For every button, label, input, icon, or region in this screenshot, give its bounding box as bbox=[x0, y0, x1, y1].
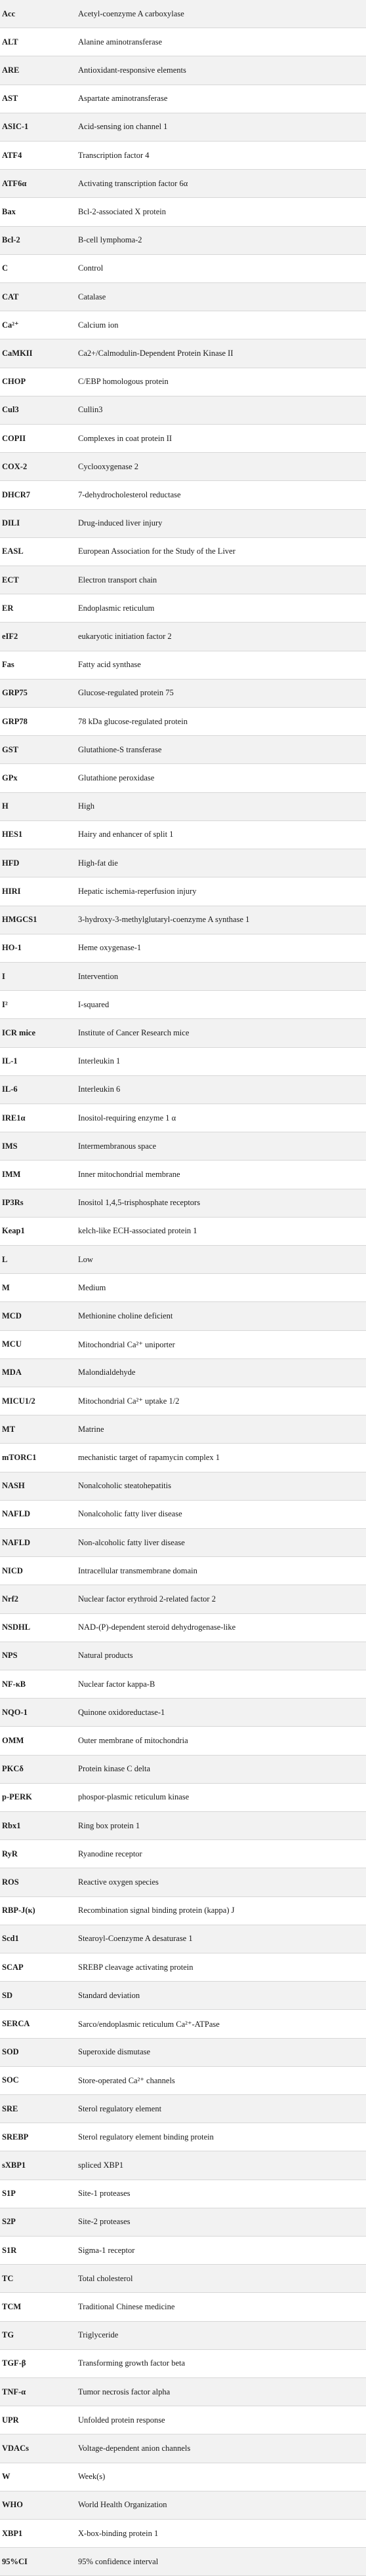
table-row bbox=[0, 28, 366, 56]
abbreviation-definition: Superoxide dismutase bbox=[78, 2047, 151, 2057]
abbreviation-term: HMGCS1 bbox=[2, 915, 37, 925]
table-row bbox=[0, 1982, 366, 2010]
abbreviation-term: ARE bbox=[2, 66, 20, 75]
abbreviation-term: MICU1/2 bbox=[2, 1396, 35, 1406]
abbreviation-term: NQO-1 bbox=[2, 1707, 28, 1717]
abbreviation-term: VDACs bbox=[2, 2444, 29, 2453]
abbreviation-term: RBP-J(κ) bbox=[2, 1906, 35, 1915]
abbreviation-definition: Glucose-regulated protein 75 bbox=[78, 688, 174, 698]
table-row bbox=[0, 1387, 366, 1415]
abbreviation-term: Nrf2 bbox=[2, 1594, 18, 1604]
abbreviation-term: GRP75 bbox=[2, 688, 28, 698]
abbreviation-term: ECT bbox=[2, 575, 19, 585]
abbreviation-term: CaMKII bbox=[2, 349, 33, 358]
abbreviation-term: NAFLD bbox=[2, 1509, 31, 1519]
abbreviation-term: p-PERK bbox=[2, 1792, 32, 1802]
table-row bbox=[0, 1076, 366, 1104]
table-row bbox=[0, 1756, 366, 1784]
table-row bbox=[0, 142, 366, 170]
table-row bbox=[0, 2293, 366, 2321]
abbreviation-term: W bbox=[2, 2472, 10, 2482]
table-row bbox=[0, 934, 366, 963]
table-row bbox=[0, 1359, 366, 1387]
table-row bbox=[0, 170, 366, 198]
abbreviation-term: SCAP bbox=[2, 1962, 24, 1972]
abbreviation-definition: Interleukin 6 bbox=[78, 1085, 121, 1094]
abbreviation-term: sXBP1 bbox=[2, 2161, 26, 2170]
table-row bbox=[0, 1953, 366, 1982]
abbreviation-term: SERCA bbox=[2, 2019, 30, 2029]
abbreviation-definition: Tumor necrosis factor alpha bbox=[78, 2387, 171, 2396]
table-row bbox=[0, 680, 366, 708]
abbreviation-definition: Site-1 proteases bbox=[78, 2189, 131, 2199]
abbreviation-definition: Nuclear factor kappa-B bbox=[78, 1679, 155, 1689]
abbreviation-definition: Acetyl-coenzyme A carboxylase bbox=[78, 9, 184, 18]
abbreviation-term: IRE1α bbox=[2, 1113, 26, 1123]
table-row bbox=[0, 2548, 366, 2576]
table-row bbox=[0, 510, 366, 538]
table-row bbox=[0, 113, 366, 142]
abbreviation-term: S1R bbox=[2, 2245, 17, 2255]
abbreviation-definition: Endoplasmic reticulum bbox=[78, 603, 155, 613]
table-row bbox=[0, 821, 366, 849]
abbreviation-term: IMM bbox=[2, 1169, 21, 1179]
abbreviation-term: SRE bbox=[2, 2104, 18, 2113]
abbreviation-term: ER bbox=[2, 603, 14, 613]
abbreviation-definition: Ca2+/Calmodulin-Dependent Protein Kinase II bbox=[78, 349, 234, 358]
abbreviation-term: Bax bbox=[2, 207, 16, 217]
abbreviation-term: 95%CI bbox=[2, 2556, 28, 2566]
table-row bbox=[0, 227, 366, 255]
abbreviation-term: M bbox=[2, 1282, 10, 1292]
table-row bbox=[0, 566, 366, 594]
table-row bbox=[0, 1642, 366, 1670]
abbreviation-term: COPII bbox=[2, 433, 26, 443]
abbreviation-definition: Malondialdehyde bbox=[78, 1368, 136, 1377]
abbreviation-term: AST bbox=[2, 94, 18, 104]
table-row bbox=[0, 651, 366, 680]
abbreviation-definition: Inner mitochondrial membrane bbox=[78, 1169, 180, 1179]
abbreviation-definition: Antioxidant-responsive elements bbox=[78, 66, 186, 75]
table-row bbox=[0, 339, 366, 368]
abbreviation-definition: Acid-sensing ion channel 1 bbox=[78, 122, 168, 132]
table-row bbox=[0, 1472, 366, 1501]
table-row bbox=[0, 255, 366, 283]
abbreviation-definition: Activating transcription factor 6α bbox=[78, 178, 188, 188]
abbreviation-definition: Cullin3 bbox=[78, 405, 103, 415]
table-row bbox=[0, 1048, 366, 1076]
table-row bbox=[0, 991, 366, 1019]
table-row bbox=[0, 1444, 366, 1472]
table-row bbox=[0, 1415, 366, 1444]
abbreviation-definition: I-squared bbox=[78, 999, 110, 1009]
table-row bbox=[0, 283, 366, 311]
table-row bbox=[0, 1529, 366, 1557]
abbreviation-term: XBP1 bbox=[2, 2528, 23, 2538]
table-row bbox=[0, 311, 366, 339]
abbreviation-definition: Glutathione peroxidase bbox=[78, 773, 155, 783]
abbreviation-term: COX-2 bbox=[2, 461, 28, 471]
abbreviation-term: GPx bbox=[2, 773, 18, 783]
abbreviation-definition: Fatty acid synthase bbox=[78, 660, 141, 670]
abbreviation-term: TCM bbox=[2, 2302, 22, 2312]
abbreviation-definition: Sigma-1 receptor bbox=[78, 2245, 135, 2255]
abbreviation-definition: European Association for the Study of the Liver bbox=[78, 547, 235, 556]
abbreviation-definition: Institute of Cancer Research mice bbox=[78, 1028, 190, 1037]
abbreviation-term: TGF-β bbox=[2, 2358, 26, 2368]
abbreviation-term: GST bbox=[2, 744, 19, 754]
abbreviation-definition: Drug-induced liver injury bbox=[78, 518, 163, 528]
table-row bbox=[0, 425, 366, 453]
abbreviation-definition: Site-2 proteases bbox=[78, 2217, 131, 2227]
abbreviation-definition: 3-hydroxy-3-methylglutaryl-coenzyme A synthase 1 bbox=[78, 915, 250, 925]
abbreviation-term: IL-6 bbox=[2, 1085, 18, 1094]
abbreviation-term: MCU bbox=[2, 1339, 22, 1349]
abbreviation-definition: Methionine choline deficient bbox=[78, 1311, 173, 1320]
abbreviation-term: DILI bbox=[2, 518, 20, 528]
abbreviation-term: ATF4 bbox=[2, 150, 22, 160]
abbreviation-definition: Medium bbox=[78, 1282, 106, 1292]
abbreviation-definition: Outer membrane of mitochondria bbox=[78, 1735, 188, 1745]
abbreviation-definition: Voltage-dependent anion channels bbox=[78, 2444, 191, 2453]
abbreviation-definition: Mitochondrial Ca²⁺ uniporter bbox=[78, 1339, 175, 1349]
table-row bbox=[0, 594, 366, 623]
abbreviation-definition: 78 kDa glucose-regulated protein bbox=[78, 716, 188, 726]
table-row bbox=[0, 736, 366, 764]
table-row bbox=[0, 1019, 366, 1047]
table-row bbox=[0, 1274, 366, 1302]
table-row bbox=[0, 453, 366, 481]
abbreviation-term: Bcl-2 bbox=[2, 235, 20, 245]
abbreviation-term: SOC bbox=[2, 2075, 19, 2085]
abbreviation-definition: Unfolded protein response bbox=[78, 2415, 165, 2425]
table-row bbox=[0, 2123, 366, 2151]
table-row bbox=[0, 2350, 366, 2378]
abbreviation-term: I² bbox=[2, 999, 8, 1009]
abbreviation-term: DHCR7 bbox=[2, 490, 31, 500]
abbreviation-term: SREBP bbox=[2, 2132, 29, 2142]
abbreviation-term: ALT bbox=[2, 37, 18, 47]
abbreviation-term: S2P bbox=[2, 2217, 16, 2227]
abbreviation-definition: Electron transport chain bbox=[78, 575, 157, 585]
table-row bbox=[0, 481, 366, 509]
table-row bbox=[0, 2237, 366, 2265]
abbreviation-term: eIF2 bbox=[2, 632, 18, 642]
abbreviation-definition: mechanistic target of rapamycin complex 1 bbox=[78, 1452, 220, 1462]
table-row bbox=[0, 368, 366, 396]
table-row bbox=[0, 1132, 366, 1161]
table-row bbox=[0, 396, 366, 425]
abbreviation-definition: Standard deviation bbox=[78, 1990, 140, 2000]
abbreviation-definition: Recombination signal binding protein (kappa) J bbox=[78, 1906, 235, 1915]
abbreviation-term: Cul3 bbox=[2, 405, 19, 415]
abbreviation-term: HIRI bbox=[2, 886, 21, 896]
abbreviation-term: MT bbox=[2, 1424, 16, 1434]
abbreviation-term: TG bbox=[2, 2330, 14, 2340]
abbreviation-definition: High bbox=[78, 801, 94, 811]
table-row bbox=[0, 1699, 366, 1727]
abbreviation-definition: Aspartate aminotransferase bbox=[78, 94, 168, 104]
table-row bbox=[0, 1161, 366, 1189]
abbreviation-term: Acc bbox=[2, 9, 16, 18]
abbreviation-definition: Week(s) bbox=[78, 2472, 106, 2482]
abbreviation-definition: Control bbox=[78, 263, 104, 273]
abbreviation-term: PKCδ bbox=[2, 1764, 24, 1774]
table-row bbox=[0, 2322, 366, 2350]
abbreviation-term: MCD bbox=[2, 1311, 22, 1320]
abbreviation-term: Ca²⁺ bbox=[2, 320, 19, 330]
abbreviation-term: CAT bbox=[2, 292, 19, 301]
abbreviation-definition: Quinone oxidoreductase-1 bbox=[78, 1707, 165, 1717]
table-row bbox=[0, 1812, 366, 1840]
table-row bbox=[0, 2378, 366, 2406]
table-row bbox=[0, 2520, 366, 2548]
abbreviation-term: IMS bbox=[2, 1141, 18, 1151]
abbreviation-term: RyR bbox=[2, 1849, 18, 1858]
table-row bbox=[0, 1670, 366, 1699]
abbreviation-definition: World Health Organization bbox=[78, 2500, 167, 2510]
abbreviation-definition: 7-dehydrocholesterol reductase bbox=[78, 490, 181, 500]
abbreviation-definition: Total cholesterol bbox=[78, 2273, 133, 2283]
abbreviation-definition: Nonalcoholic steatohepatitis bbox=[78, 1481, 171, 1491]
abbreviation-definition: Transforming growth factor beta bbox=[78, 2358, 186, 2368]
abbreviation-definition: Reactive oxygen species bbox=[78, 1877, 159, 1887]
abbreviation-term: NICD bbox=[2, 1566, 23, 1575]
abbreviation-term: NASH bbox=[2, 1481, 25, 1491]
table-row bbox=[0, 2151, 366, 2180]
abbreviation-definition: Protein kinase C delta bbox=[78, 1764, 151, 1774]
abbreviation-term: WHO bbox=[2, 2500, 23, 2510]
abbreviation-definition: Ring box protein 1 bbox=[78, 1820, 140, 1830]
abbreviation-term: HO-1 bbox=[2, 943, 22, 953]
table-row bbox=[0, 198, 366, 226]
table-row bbox=[0, 2406, 366, 2434]
table-row bbox=[0, 2434, 366, 2463]
abbreviation-term: mTORC1 bbox=[2, 1452, 37, 1462]
abbreviation-definition: High-fat die bbox=[78, 858, 118, 868]
abbreviation-definition: Sterol regulatory element binding protein bbox=[78, 2132, 214, 2142]
abbreviation-definition: Bcl-2-associated X protein bbox=[78, 207, 166, 217]
table-row bbox=[0, 708, 366, 736]
abbreviation-term: H bbox=[2, 801, 9, 811]
abbreviation-definition: Inositol-requiring enzyme 1 α bbox=[78, 1113, 176, 1123]
abbreviation-term: HES1 bbox=[2, 830, 23, 839]
table-row bbox=[0, 764, 366, 792]
abbreviation-definition: Inositol 1,4,5-trisphosphate receptors bbox=[78, 1198, 201, 1208]
abbreviation-term: IL-1 bbox=[2, 1056, 18, 1066]
abbreviation-term: EASL bbox=[2, 547, 24, 556]
table-row bbox=[0, 2265, 366, 2293]
abbreviation-term: NF-κB bbox=[2, 1679, 26, 1689]
table-row bbox=[0, 85, 366, 113]
table-row bbox=[0, 963, 366, 991]
abbreviation-definition: Glutathione-S transferase bbox=[78, 744, 162, 754]
table-row bbox=[0, 877, 366, 906]
table-row bbox=[0, 1897, 366, 1925]
abbreviation-definition: Nonalcoholic fatty liver disease bbox=[78, 1509, 182, 1519]
table-row bbox=[0, 2463, 366, 2491]
abbreviation-term: GRP78 bbox=[2, 716, 28, 726]
abbreviation-term: I bbox=[2, 971, 5, 981]
abbreviation-definition: Cyclooxygenase 2 bbox=[78, 461, 138, 471]
abbreviation-definition: Hairy and enhancer of split 1 bbox=[78, 830, 174, 839]
abbreviation-term: SOD bbox=[2, 2047, 19, 2057]
abbreviation-definition: eukaryotic initiation factor 2 bbox=[78, 632, 172, 642]
abbreviation-definition: Traditional Chinese medicine bbox=[78, 2302, 175, 2312]
table-row bbox=[0, 2067, 366, 2095]
abbreviation-term: HFD bbox=[2, 858, 20, 868]
abbreviation-term: ASIC-1 bbox=[2, 122, 29, 132]
table-row bbox=[0, 623, 366, 651]
abbreviation-term: SD bbox=[2, 1990, 12, 2000]
abbreviation-definition: Heme oxygenase-1 bbox=[78, 943, 142, 953]
abbreviation-term: Keap1 bbox=[2, 1226, 25, 1236]
table-row bbox=[0, 1501, 366, 1529]
table-row bbox=[0, 1557, 366, 1585]
table-row bbox=[0, 849, 366, 877]
abbreviation-term: NSDHL bbox=[2, 1623, 31, 1632]
abbreviation-term: UPR bbox=[2, 2415, 19, 2425]
abbreviation-definition: Triglyceride bbox=[78, 2330, 119, 2340]
table-row bbox=[0, 1189, 366, 1218]
abbreviation-definition: Low bbox=[78, 1254, 93, 1264]
table-row bbox=[0, 2010, 366, 2038]
abbreviation-term: TC bbox=[2, 2273, 14, 2283]
abbreviation-definition: 95% confidence interval bbox=[78, 2556, 159, 2566]
abbreviation-definition: Sterol regulatory element bbox=[78, 2104, 162, 2113]
abbreviation-definition: Sarco/endoplasmic reticulum Ca²⁺-ATPase bbox=[78, 2019, 220, 2029]
table-row bbox=[0, 1104, 366, 1132]
abbreviation-definition: kelch-like ECH-associated protein 1 bbox=[78, 1226, 197, 1236]
table-row bbox=[0, 538, 366, 566]
abbreviation-definition: Complexes in coat protein II bbox=[78, 433, 173, 443]
table-row bbox=[0, 1218, 366, 1246]
abbreviation-definition: Intervention bbox=[78, 971, 119, 981]
abbreviation-definition: Alanine aminotransferase bbox=[78, 37, 163, 47]
abbreviation-definition: Mitochondrial Ca²⁺ uptake 1/2 bbox=[78, 1396, 180, 1406]
abbreviation-definition: Transcription factor 4 bbox=[78, 150, 150, 160]
abbreviation-term: L bbox=[2, 1254, 8, 1264]
abbreviation-definition: C/EBP homologous protein bbox=[78, 377, 169, 387]
abbreviation-term: S1P bbox=[2, 2189, 16, 2199]
abbreviation-definition: Catalase bbox=[78, 292, 106, 301]
abbreviation-definition: Non-alcoholic fatty liver disease bbox=[78, 1537, 185, 1547]
table-row bbox=[0, 1614, 366, 1642]
abbreviation-term: MDA bbox=[2, 1368, 22, 1377]
table-row bbox=[0, 2039, 366, 2067]
table-row bbox=[0, 906, 366, 934]
table-row bbox=[0, 1246, 366, 1274]
abbreviation-term: NPS bbox=[2, 1651, 18, 1661]
table-row bbox=[0, 2095, 366, 2123]
abbreviation-definition: Interleukin 1 bbox=[78, 1056, 121, 1066]
abbreviation-term: Rbx1 bbox=[2, 1820, 21, 1830]
abbreviation-definition: NAD-(P)-dependent steroid dehydrogenase-like bbox=[78, 1623, 236, 1632]
abbreviation-definition: Calcium ion bbox=[78, 320, 119, 330]
table-row bbox=[0, 2180, 366, 2208]
abbreviation-definition: SREBP cleavage activating protein bbox=[78, 1962, 193, 1972]
abbreviation-term: Scd1 bbox=[2, 1934, 19, 1944]
table-row bbox=[0, 793, 366, 821]
table-row bbox=[0, 1331, 366, 1359]
abbreviation-term: ATF6α bbox=[2, 178, 27, 188]
abbreviation-definition: B-cell lymphoma-2 bbox=[78, 235, 142, 245]
table-row bbox=[0, 1784, 366, 1812]
abbreviation-definition: X-box-binding protein 1 bbox=[78, 2528, 159, 2538]
abbreviation-definition: Ryanodine receptor bbox=[78, 1849, 142, 1858]
abbreviation-definition: Store-operated Ca²⁺ channels bbox=[78, 2075, 175, 2085]
abbreviation-definition: Intracellular transmembrane domain bbox=[78, 1566, 197, 1575]
table-row bbox=[0, 1302, 366, 1330]
abbreviation-term: CHOP bbox=[2, 377, 26, 387]
table-row bbox=[0, 2491, 366, 2520]
abbreviation-definition: spliced XBP1 bbox=[78, 2161, 124, 2170]
abbreviation-definition: Stearoyl-Coenzyme A desaturase 1 bbox=[78, 1934, 193, 1944]
abbreviation-term: ICR mice bbox=[2, 1028, 36, 1037]
abbreviation-term: NAFLD bbox=[2, 1537, 31, 1547]
abbreviation-term: TNF-α bbox=[2, 2387, 26, 2396]
abbreviation-definition: Natural products bbox=[78, 1651, 133, 1661]
abbreviation-term: C bbox=[2, 263, 9, 273]
table-row bbox=[0, 1840, 366, 1868]
abbreviation-term: IP3Rs bbox=[2, 1198, 24, 1208]
table-row bbox=[0, 1727, 366, 1755]
abbreviation-definition: Intermembranous space bbox=[78, 1141, 157, 1151]
abbreviation-term: Fas bbox=[2, 660, 14, 670]
table-row bbox=[0, 1585, 366, 1613]
abbreviation-definition: Hepatic ischemia-reperfusion injury bbox=[78, 886, 197, 896]
abbreviation-term: ROS bbox=[2, 1877, 19, 1887]
table-row bbox=[0, 56, 366, 85]
abbreviation-definition: Nuclear factor erythroid 2-related factor 2 bbox=[78, 1594, 216, 1604]
table-row bbox=[0, 1868, 366, 1896]
table-row bbox=[0, 1925, 366, 1953]
abbreviation-term: OMM bbox=[2, 1735, 24, 1745]
table-row bbox=[0, 2208, 366, 2237]
abbreviation-definition: Matrine bbox=[78, 1424, 104, 1434]
abbreviation-definition: phospor-plasmic reticulum kinase bbox=[78, 1792, 190, 1802]
table-row bbox=[0, 0, 366, 28]
